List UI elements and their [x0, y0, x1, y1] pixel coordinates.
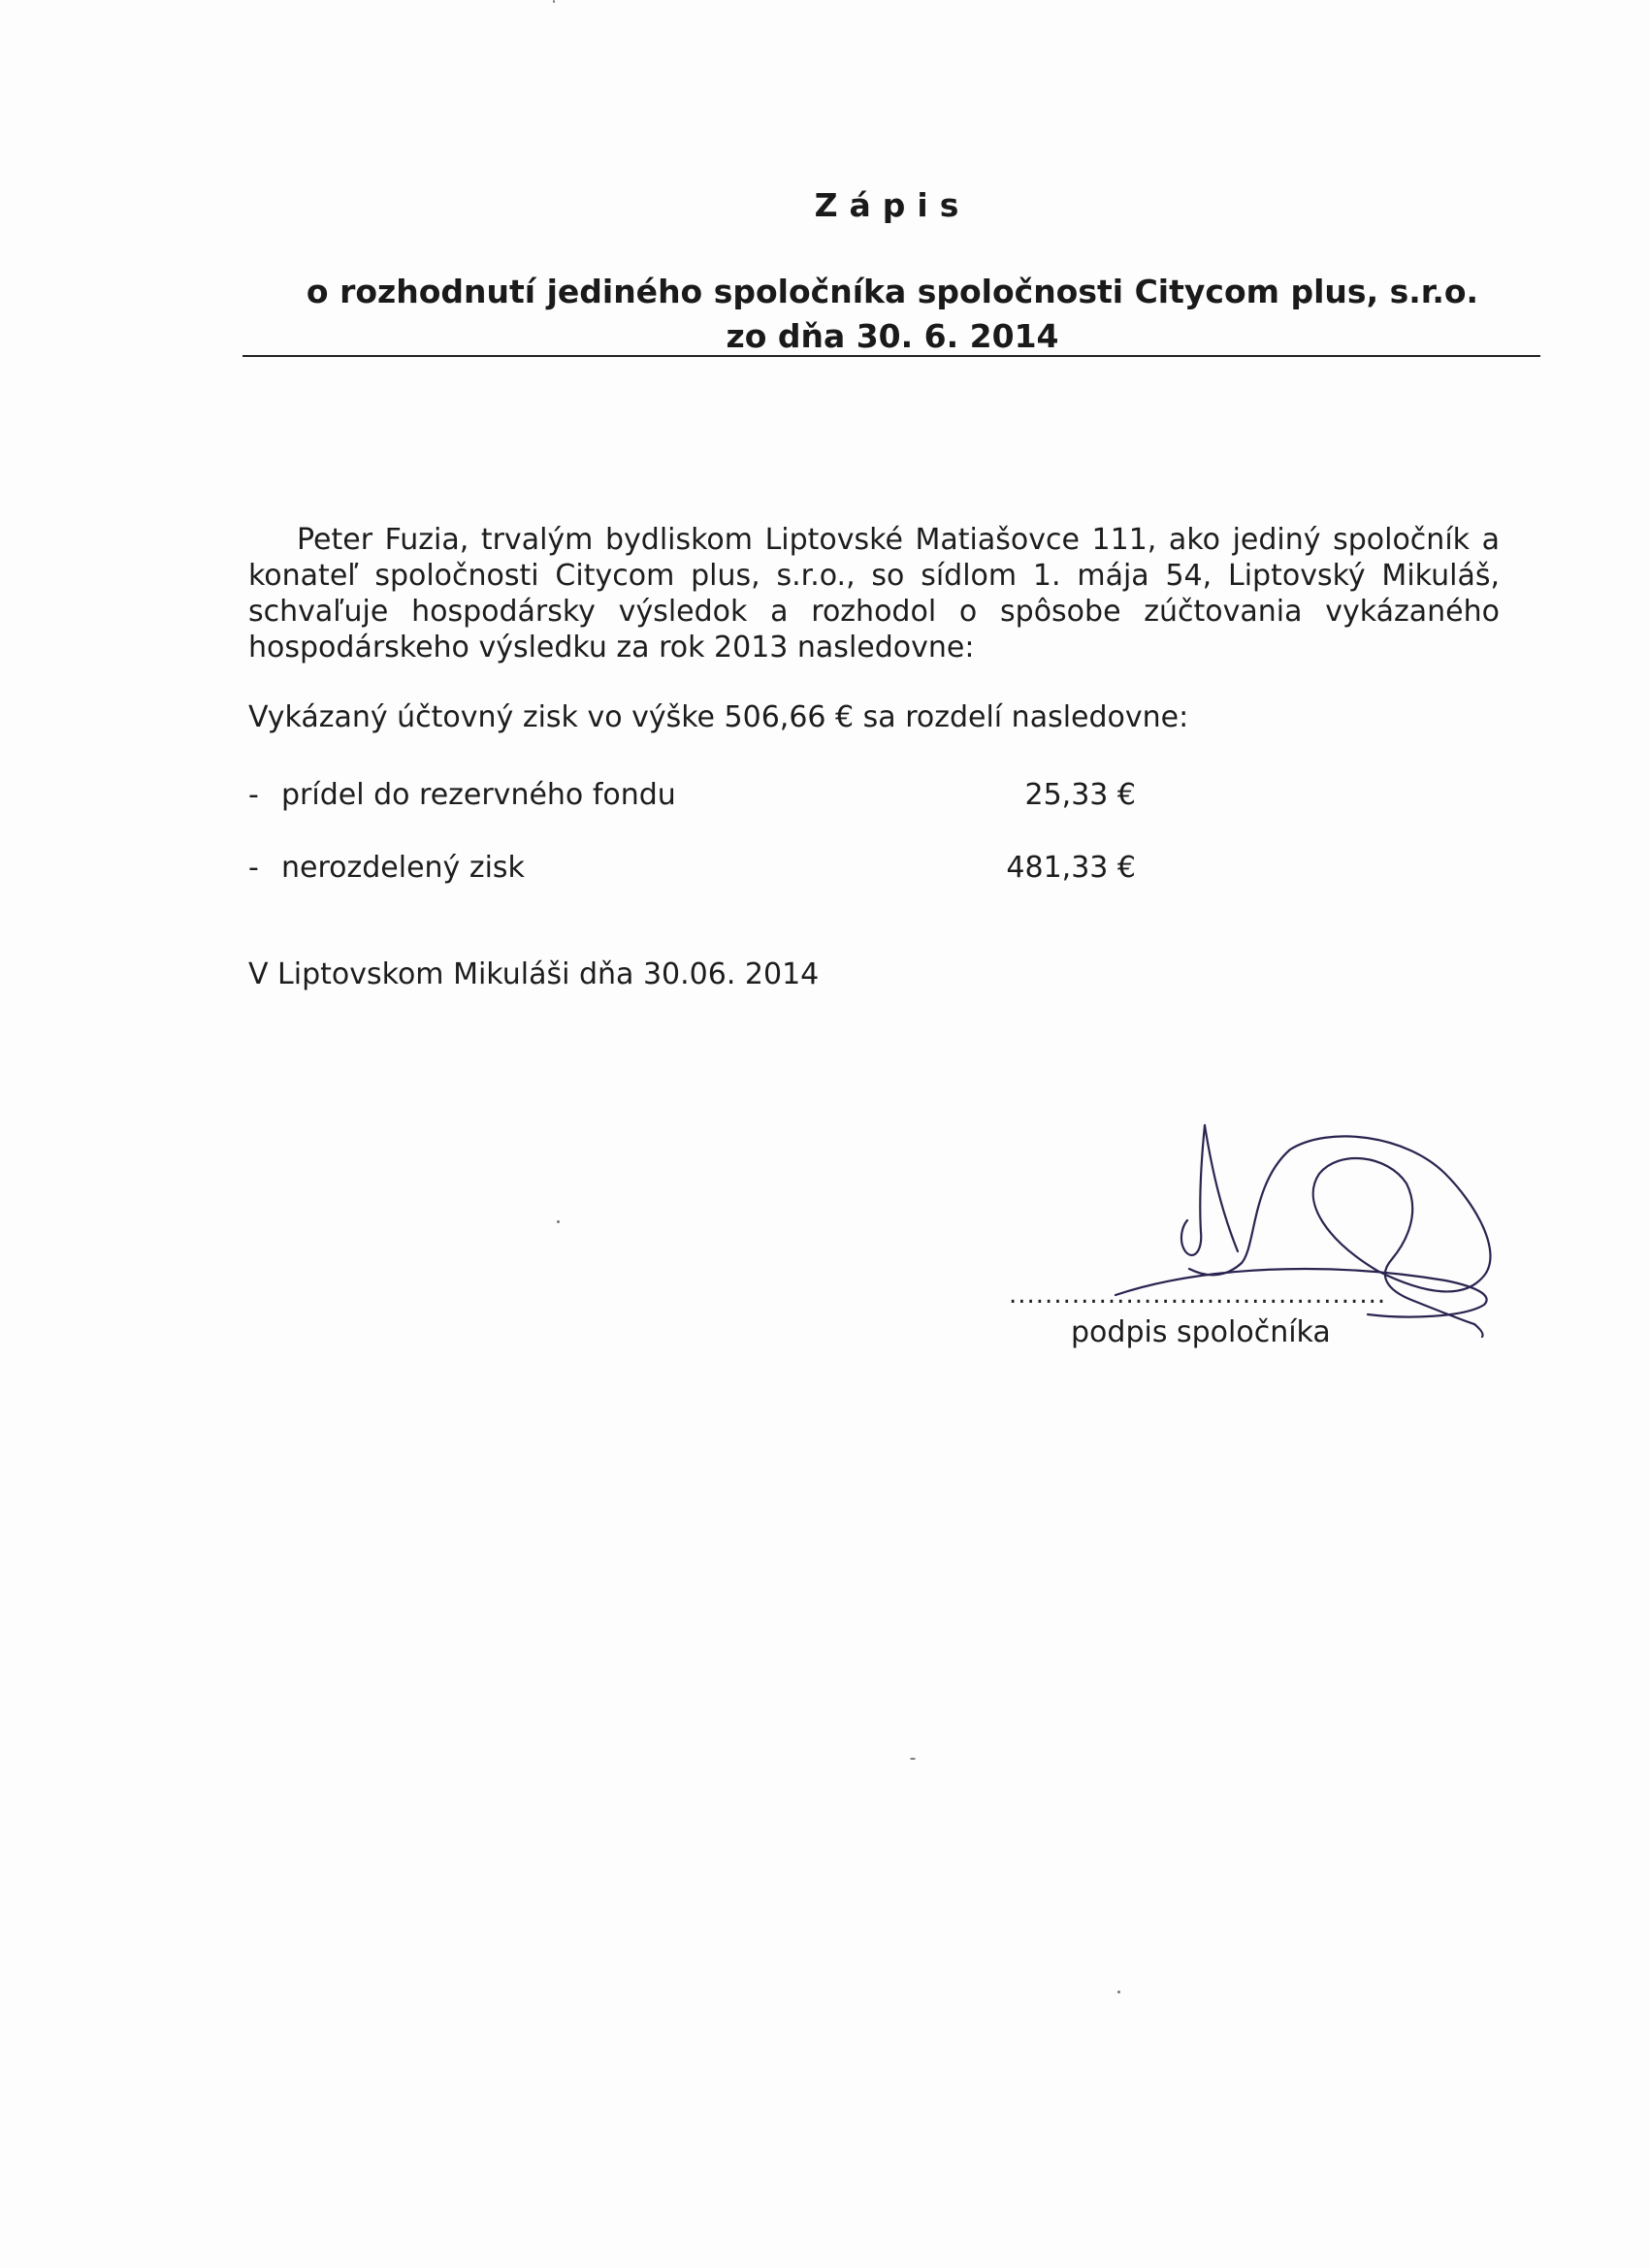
- scan-speck: [557, 1220, 560, 1223]
- scan-speck: [553, 0, 555, 3]
- resolution-paragraph: Peter Fuzia, trvalým bydliskom Liptovské Matiašovce 111, ako jediný spoločník a konateľ spoločnosti Citycom plus, s.r.o., so sídlom 1. mája 54, Liptovský Mikuláš, schvaľuje hospodársky výsledok a rozhodol o spôsobe zúčtovania vykázaného hospodárskeho výsledku za rok 2013 nasledovne:: [248, 523, 1500, 664]
- allocation-label: nerozdelený zisk: [281, 851, 525, 885]
- allocation-amount: 481,33 €: [1006, 851, 1136, 885]
- title-underline: [242, 355, 1540, 357]
- document-title: Zápis: [814, 186, 971, 224]
- subtitle-line-1: o rozhodnutí jediného spoločníka spoločnosti Citycom plus, s.r.o.: [306, 273, 1479, 310]
- document-subtitle: [242, 270, 1542, 359]
- allocation-label: prídel do rezervného fondu: [281, 778, 676, 812]
- allocation-dash: -: [248, 851, 259, 885]
- signature-label: podpis spoločníka: [1071, 1315, 1331, 1349]
- subtitle-line-2: zo dňa 30. 6. 2014: [726, 317, 1059, 355]
- place-and-date: V Liptovskom Mikuláši dňa 30.06. 2014: [248, 957, 820, 991]
- signature-line: ..........................................: [1009, 1280, 1387, 1310]
- allocation-dash: -: [248, 778, 259, 812]
- allocation-amount: 25,33 €: [1024, 778, 1136, 812]
- profit-summary: Vykázaný účtovný zisk vo výške 506,66 € sa rozdelí nasledovne:: [248, 700, 1189, 734]
- scan-speck: [910, 1758, 916, 1760]
- scan-speck: [1117, 1991, 1120, 1993]
